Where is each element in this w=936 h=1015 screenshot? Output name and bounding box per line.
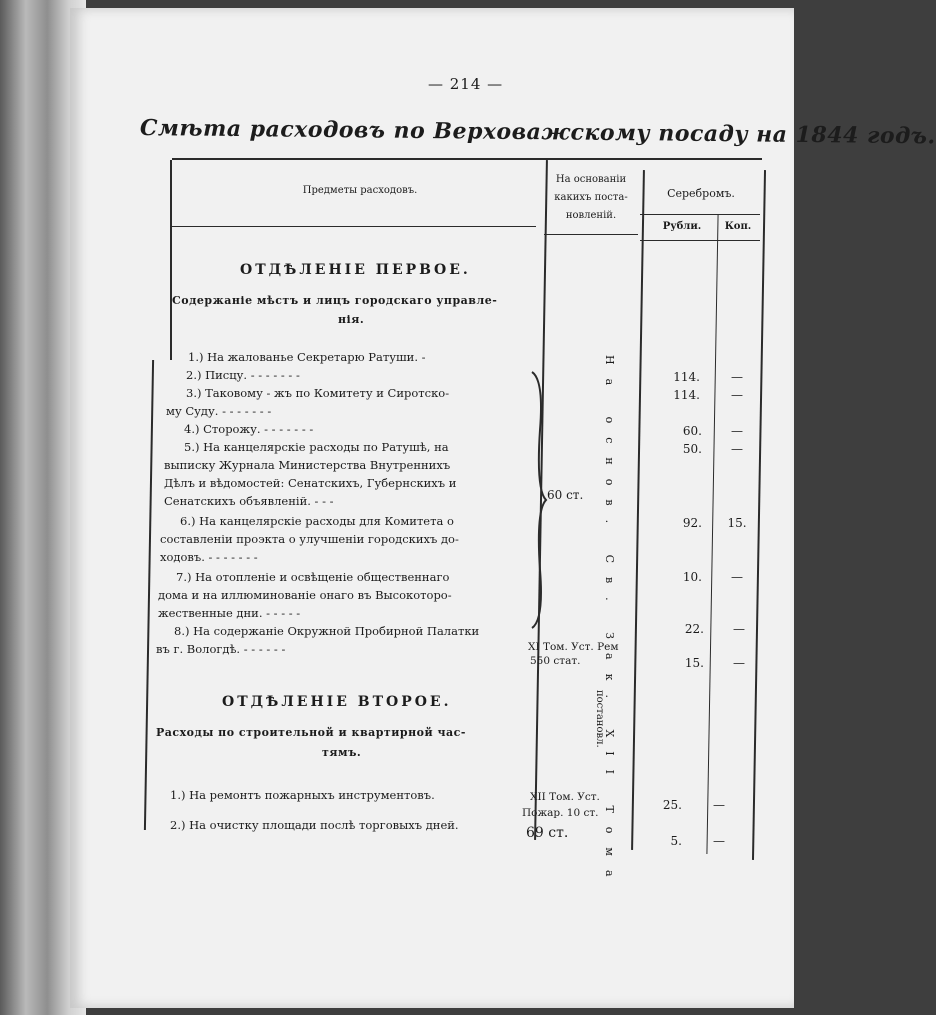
s2-basis-2: 69 ст.: [526, 825, 569, 841]
s2-line-2: 2.) На очистку площади послѣ торговыхъ дней.: [170, 818, 459, 832]
s1-line-3: 3.) Таковому - жъ по Комитету и Сиротско-: [186, 386, 450, 400]
page-number: — 214 —: [428, 75, 504, 93]
s1-line-6: 5.) На канцелярскіе расходы по Ратушѣ, на: [184, 440, 449, 454]
header-rule-basis: [544, 234, 638, 235]
header-rule-silver: [640, 214, 760, 215]
s2-amount-kop-2: —: [713, 834, 725, 848]
s2-line-1: 1.) На ремонтъ пожарныхъ инструментовъ.: [170, 788, 435, 802]
s2-amount-rub-1: 25.: [662, 798, 682, 812]
section1-subheading-1: Содержаніе мѣстъ и лицъ городскаго управле-: [172, 294, 498, 307]
s1-line-17: въ г. Вологдѣ. - - - - - -: [156, 642, 286, 656]
s1-amount-rub-1: 114.: [673, 370, 700, 384]
s2-basis-vertical: постановл.: [594, 690, 605, 748]
s1-amount-kop-3: —: [731, 424, 743, 438]
s2-basis-1-line1: XII Том. Уст.: [530, 791, 600, 803]
s1-amount-kop-4: —: [731, 442, 743, 456]
s1-line-5: 4.) Сторожу. - - - - - - -: [184, 422, 314, 436]
s1-basis-vertical: На основ. Св. Зак. XII Тома: [603, 355, 616, 891]
header-basis-line1: На основаніи: [555, 174, 627, 185]
s2-amount-kop-1: —: [713, 798, 725, 812]
table-left-rule: [170, 160, 172, 360]
s2-amount-rub-2: 5.: [670, 834, 682, 848]
header-basis-line2: какихъ поста-: [554, 192, 628, 203]
header-rubles: Рубли.: [662, 221, 702, 232]
s1-basis-60: 60 ст.: [547, 488, 584, 502]
s1-line-13: 7.) На отопленіе и освѣщеніе общественнаго: [176, 570, 450, 584]
header-kopecks: Коп.: [724, 221, 752, 232]
s1-line-8: Дѣлъ и вѣдомостей: Сенатскихъ, Губернскихъ и: [164, 476, 457, 490]
s1-line-1: 1.) На жалованье Секретарю Ратуши. -: [188, 350, 426, 364]
s1-amount-rub-2: 114.: [673, 388, 700, 402]
s2-basis-1-line2: Пожар. 10 ст.: [522, 807, 599, 819]
s1-line-15: жественные дни. - - - - -: [158, 606, 301, 620]
s1-amount-kop-7: —: [733, 622, 745, 636]
s1-line-7: выписку Журнала Министерства Внутреннихъ: [164, 458, 451, 472]
s1-amount-kop-6: —: [731, 570, 743, 584]
s1-line-2: 2.) Писцу. - - - - - - -: [186, 368, 300, 382]
s1-amount-kop-5: 15.: [727, 516, 747, 530]
section1-heading: ОТДѢЛЕНІЕ ПЕРВОЕ.: [240, 262, 471, 278]
s1-line-12: ходовъ. - - - - - - -: [160, 550, 258, 564]
s1-line-4: му Суду. - - - - - - -: [166, 404, 272, 418]
s1-amount-rub-3: 60.: [682, 424, 702, 438]
s1-amount-rub-5: 92.: [682, 516, 702, 530]
s1-basis-550-2: 550 стат.: [530, 655, 581, 667]
section2-heading: ОТДѢЛЕНІЕ ВТОРОЕ.: [222, 694, 452, 710]
section2-subheading-1: Расходы по строительной и квартирной час-: [156, 726, 466, 739]
header-rule-items: [172, 226, 536, 227]
s1-amount-kop-8: —: [733, 656, 745, 670]
s1-basis-550-1: XI Том. Уст. Рем: [528, 641, 619, 653]
table-top-rule: [172, 158, 762, 160]
s1-line-14: дома и на иллюминованіе онаго въ Высокоторо-: [158, 588, 452, 602]
section1-subheading-2: нія.: [338, 313, 365, 326]
s1-amount-rub-8: 15.: [684, 656, 704, 670]
header-silver: Серебромъ.: [667, 187, 735, 200]
s1-line-10: 6.) На канцелярскіе расходы для Комитета о: [180, 514, 454, 528]
section2-subheading-2: тямъ.: [322, 746, 362, 759]
s1-amount-kop-1: —: [731, 370, 743, 384]
header-items: Предметы расходовъ.: [302, 185, 418, 196]
document-title: Смѣта расходовъ по Верховажскому посаду на 1844 годъ.: [139, 115, 936, 150]
s1-amount-kop-2: —: [731, 388, 743, 402]
s1-line-9: Сенатскихъ объявленій. - - -: [164, 494, 334, 508]
s1-amount-rub-4: 50.: [682, 442, 702, 456]
s1-amount-rub-7: 22.: [684, 622, 704, 636]
s1-amount-rub-6: 10.: [682, 570, 702, 584]
basis-brace: [528, 370, 548, 630]
header-rule-silver-bottom: [640, 240, 760, 241]
s1-line-16: 8.) На содержаніе Окружной Пробирной Палатки: [174, 624, 480, 638]
header-basis-line3: новленій.: [565, 210, 617, 221]
s1-line-11: составленіи проэкта о улучшеніи городскихъ до-: [160, 532, 459, 546]
